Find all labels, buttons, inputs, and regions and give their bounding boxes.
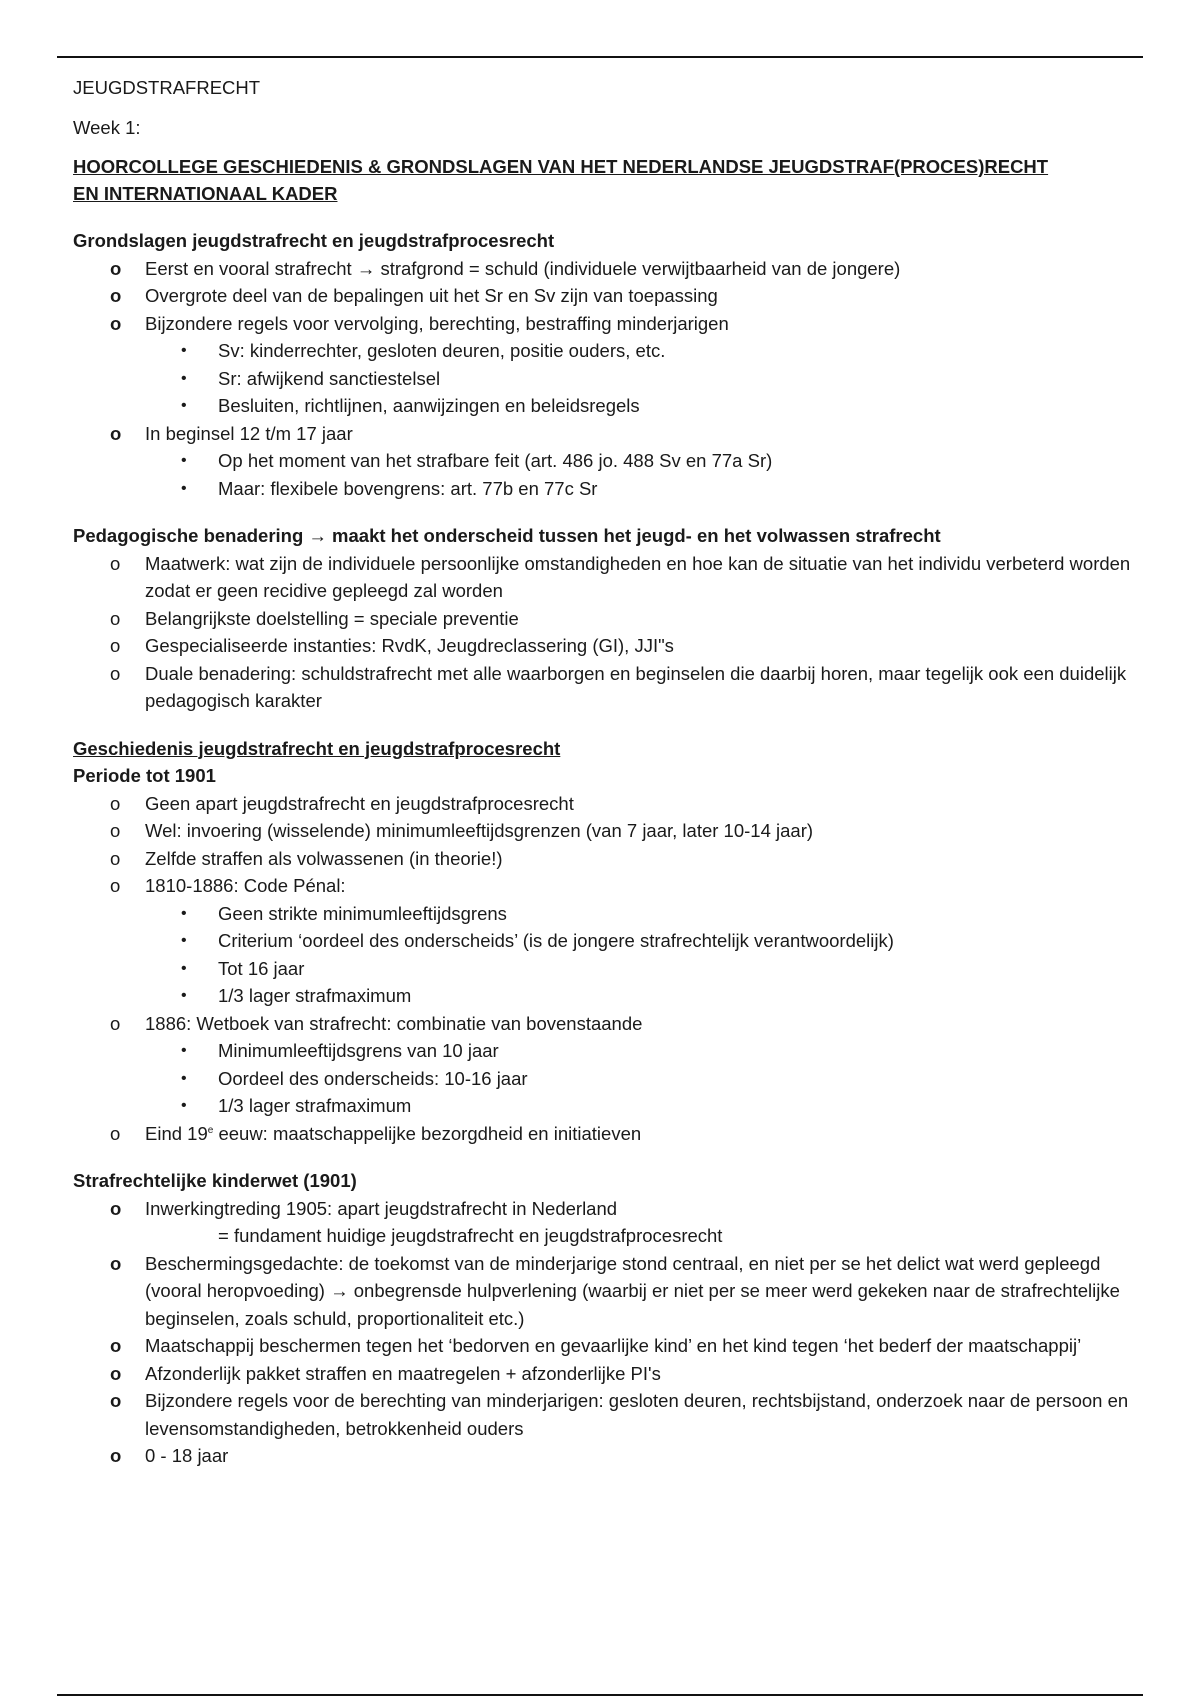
bullet-icon: • [181, 397, 187, 414]
list-item: o 1810-1886: Code Pénal: • Geen strikte minimumleeftijdsgrens • Criterium ‘oordeel des onderscheids’ (is de jongere strafrechtelijk verantwoordelijk) • Tot 16 jaar • 1/3 lager strafmaximum [73, 872, 1133, 1010]
circle-bullet-icon: o [110, 847, 121, 869]
circle-bullet-icon: o [110, 662, 121, 684]
top-rule [57, 56, 1143, 58]
bullet-icon: • [181, 1097, 187, 1114]
sub-list-item: • Maar: flexibele bovengrens: art. 77b en 77c Sr [73, 475, 1133, 503]
kinderwet-list [73, 1195, 1133, 1470]
sub-list [145, 1037, 1133, 1120]
section-heading-kinderwet: Strafrechtelijke kinderwet (1901) [73, 1170, 357, 1191]
bullet-icon: • [181, 1042, 187, 1059]
sub-list [145, 447, 1133, 502]
sub-list [145, 900, 1133, 1010]
sub-list-item: • Tot 16 jaar [73, 955, 1133, 983]
sub-list-item: • Criterium ‘oordeel des onderscheids’ (is de jongere strafrechtelijk verantwoordelijk) [73, 927, 1133, 955]
bullet-icon: • [181, 987, 187, 1004]
bullet-icon: • [181, 479, 187, 497]
circle-bullet-icon: o [110, 607, 121, 629]
list-item: o Belangrijkste doelstelling = speciale preventie [73, 605, 1133, 633]
bullet-icon: • [181, 1069, 187, 1087]
week-label: Week 1: [73, 116, 141, 138]
circle-bullet-icon: o [110, 1197, 122, 1219]
circle-bullet-icon: o [110, 875, 121, 896]
list-item: o Bijzondere regels voor vervolging, berechting, bestraffing minderjarigen • Sv: kinderrechter, gesloten deuren, positie ouders, etc. • Sr: afwijkend sanctiestelsel • Besluiten, richtlijnen, aanwijzingen en beleidsregels [73, 310, 1133, 420]
section-heading-grondslagen: Grondslagen jeugdstrafrecht en jeugdstrafprocesrecht [73, 230, 555, 251]
bullet-icon: • [181, 342, 187, 359]
document-title: JEUGDSTRAFRECHT [73, 77, 261, 98]
circle-bullet-icon: o [110, 1122, 121, 1144]
list-item: o Eerst en vooral strafrecht → strafgrond = schuld (individuele verwijtbaarheid van de jongere) [73, 255, 1133, 283]
list-item: o Overgrote deel van de bepalingen uit het Sr en Sv zijn van toepassing [73, 282, 1133, 310]
sub-list-item: • 1/3 lager strafmaximum [73, 1092, 1133, 1120]
continuation-line: = fundament huidige jeugdstrafrecht en jeugdstrafprocesrecht [218, 1225, 723, 1246]
subheading-periode: Periode tot 1901 [73, 765, 216, 786]
bullet-icon: • [181, 932, 187, 949]
list-item: o In beginsel 12 t/m 17 jaar • Op het moment van het strafbare feit (art. 486 jo. 488 Sv en 77a Sr) • Maar: flexibele bovengrens: art. 77b en 77c Sr [73, 420, 1133, 503]
circle-bullet-icon: o [110, 1445, 122, 1466]
sub-list [145, 337, 1133, 420]
list-item: o Zelfde straffen als volwassenen (in theorie!) [73, 845, 1133, 873]
circle-bullet-icon: o [110, 792, 121, 814]
circle-bullet-icon: o [110, 285, 122, 306]
circle-bullet-icon: o [110, 312, 122, 334]
circle-bullet-icon: o [110, 1390, 122, 1411]
list-item: o Bijzondere regels voor de berechting van minderjarigen: gesloten deuren, rechtsbijstand, onderzoek naar de persoon en levensomstandigheden, betrokkenheid ouders [73, 1387, 1133, 1442]
sub-list-item: • Geen strikte minimumleeftijdsgrens [73, 900, 1133, 928]
list-item: o Eind 19e eeuw: maatschappelijke bezorgdheid en initiatieven [73, 1120, 1133, 1148]
circle-bullet-icon: o [110, 1252, 122, 1274]
sub-list-item: • Besluiten, richtlijnen, aanwijzingen en beleidsregels [73, 392, 1133, 420]
list-item: o Geen apart jeugdstrafrecht en jeugdstrafprocesrecht [73, 790, 1133, 818]
circle-bullet-icon: o [110, 422, 122, 444]
sub-list-item: • Sv: kinderrechter, gesloten deuren, positie ouders, etc. [73, 337, 1133, 365]
bullet-icon: • [181, 959, 187, 977]
circle-bullet-icon: o [110, 1335, 122, 1356]
sub-list-item: • Oordeel des onderscheids: 10-16 jaar [73, 1065, 1133, 1093]
list-item: o Maatschappij beschermen tegen het ‘bedorven en gevaarlijke kind’ en het kind tegen ‘het bederf der maatschappij’ [73, 1332, 1133, 1360]
geschiedenis-list [73, 790, 1133, 1148]
circle-bullet-icon: o [110, 635, 121, 656]
main-heading: HOORCOLLEGE GESCHIEDENIS & GRONDSLAGEN VAN HET NEDERLANDSE JEUGDSTRAF(PROCES)RECHT EN INTERNATIONAAL KADER [73, 156, 1049, 204]
circle-bullet-icon: o [110, 1362, 122, 1384]
circle-bullet-icon: o [110, 257, 122, 279]
section-heading-pedagogisch: Pedagogische benadering → maakt het onderscheid tussen het jeugd- en het volwassen strafrecht [73, 525, 941, 546]
document-page [73, 74, 1133, 1470]
sub-list-item: • Op het moment van het strafbare feit (art. 486 jo. 488 Sv en 77a Sr) [73, 447, 1133, 475]
list-item: o Duale benadering: schuldstrafrecht met alle waarborgen en beginselen die daarbij horen, maar tegelijk ook een duidelijk pedagogisch karakter [73, 660, 1133, 715]
list-item: o 0 - 18 jaar [73, 1442, 1133, 1470]
bullet-icon: • [181, 904, 187, 922]
list-item: o Maatwerk: wat zijn de individuele persoonlijke omstandigheden en hoe kan de situatie van het individu verbeterd worden zodat er geen recidive gepleegd zal worden [73, 550, 1133, 605]
list-item: o Gespecialiseerde instanties: RvdK, Jeugdreclassering (GI), JJI"s [73, 632, 1133, 660]
circle-bullet-icon: o [110, 552, 121, 574]
list-item: o 1886: Wetboek van strafrecht: combinatie van bovenstaande • Minimumleeftijdsgrens van 10 jaar • Oordeel des onderscheids: 10-16 jaar • 1/3 lager strafmaximum [73, 1010, 1133, 1120]
list-item: o Beschermingsgedachte: de toekomst van de minderjarige stond centraal, en niet per se het delict wat werd gepleegd (vooral heropvoeding) → onbegrensde hulpverlening (waarbij er niet per se meer werd gekeken naar de strafrechtelijke beginselen, zoals schuld, proportionaliteit etc.) [73, 1250, 1133, 1333]
list-item: o Inwerkingtreding 1905: apart jeugdstrafrecht in Nederland = fundament huidige jeugdstrafrecht en jeugdstrafprocesrecht [73, 1195, 1133, 1250]
list-item: o Afzonderlijk pakket straffen en maatregelen + afzonderlijke PI's [73, 1360, 1133, 1388]
bullet-icon: • [181, 369, 187, 387]
circle-bullet-icon: o [110, 1012, 121, 1034]
grondslagen-list [73, 255, 1133, 503]
list-item: o Wel: invoering (wisselende) minimumleeftijdsgrenzen (van 7 jaar, later 10-14 jaar) [73, 817, 1133, 845]
bottom-rule [57, 1694, 1143, 1696]
pedagogisch-list [73, 550, 1133, 715]
section-heading-geschiedenis: Geschiedenis jeugdstrafrecht en jeugdstrafprocesrecht [73, 737, 561, 759]
sub-list-item: • Minimumleeftijdsgrens van 10 jaar [73, 1037, 1133, 1065]
sub-list-item: • Sr: afwijkend sanctiestelsel [73, 365, 1133, 393]
circle-bullet-icon: o [110, 820, 121, 841]
sub-list-item: • 1/3 lager strafmaximum [73, 982, 1133, 1010]
bullet-icon: • [181, 452, 187, 469]
